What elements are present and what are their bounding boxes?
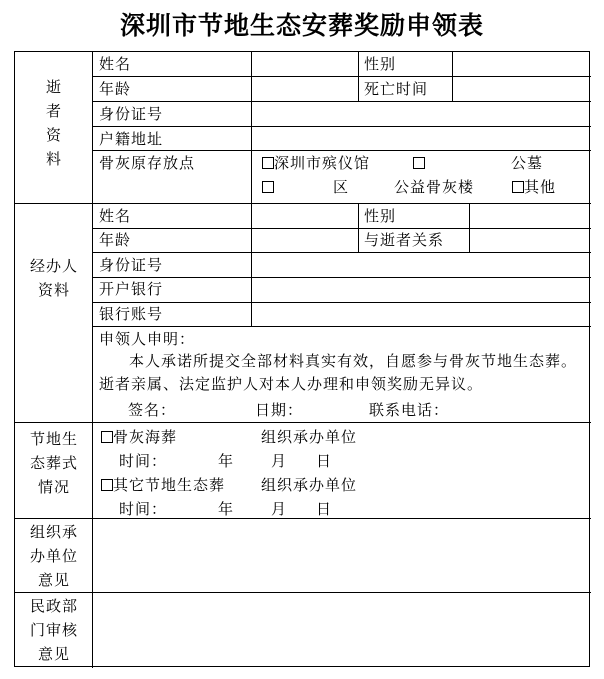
option-funeral-home[interactable]: 深圳市殡仪馆 <box>262 154 370 172</box>
declaration-heading: 申领人申明： <box>99 330 196 348</box>
checkbox-icon <box>413 157 425 169</box>
option-district-label: 区 <box>333 178 350 196</box>
applicant-section-label: 经办人资料 <box>29 257 78 299</box>
sea-month-label: 月 <box>271 452 288 470</box>
option-columbarium-label: 公益骨灰楼 <box>394 178 475 196</box>
deceased-id-label: 身份证号 <box>99 105 164 123</box>
bank-label: 开户银行 <box>99 280 164 298</box>
declaration-body: 本人承诺所提交全部材料真实有效，自愿参与骨灰节地生态葬。逝者亲属、法定监护人对本人办理和申领奖励无异议。 <box>99 352 578 393</box>
deceased-section-label: 逝者资料 <box>45 78 62 168</box>
burial-section-label: 节地生态葬式情况 <box>29 430 78 496</box>
relation-label: 与逝者关系 <box>364 231 445 249</box>
applicant-id-label: 身份证号 <box>99 256 164 274</box>
ash-storage-label: 骨灰原存放点 <box>99 154 196 172</box>
other-day-label: 日 <box>316 500 333 518</box>
other-time-label: 时间： <box>119 500 168 518</box>
application-form <box>14 51 590 667</box>
applicant-age-label: 年龄 <box>99 231 132 249</box>
checkbox-icon <box>262 157 274 169</box>
sea-org-unit-label: 组织承办单位 <box>261 428 358 446</box>
sea-time-label: 时间： <box>119 452 168 470</box>
sea-day-label: 日 <box>316 452 333 470</box>
applicant-name-label: 姓名 <box>99 207 132 225</box>
sea-year-label: 年 <box>218 452 235 470</box>
option-other[interactable]: 其他 <box>512 178 556 196</box>
checkbox-icon <box>262 181 274 193</box>
applicant-gender-label: 性别 <box>364 207 397 225</box>
account-label: 银行账号 <box>99 305 164 323</box>
date-label: 日期： <box>255 401 304 419</box>
sign-label: 签名： <box>128 401 177 419</box>
option-district-checkbox[interactable] <box>262 178 274 196</box>
option-cemetery-label: 公墓 <box>511 154 544 172</box>
civil-review-label: 民政部门审核意见 <box>29 597 78 663</box>
checkbox-icon <box>101 479 113 491</box>
phone-label: 联系电话： <box>369 401 450 419</box>
sea-burial-option[interactable]: 骨灰海葬 <box>101 428 177 446</box>
other-month-label: 月 <box>271 500 288 518</box>
org-opinion-label: 组织承办单位意见 <box>29 523 78 589</box>
deceased-gender-label: 性别 <box>364 55 397 73</box>
deceased-age-label: 年龄 <box>99 80 132 98</box>
household-label: 户籍地址 <box>99 130 164 148</box>
other-burial-option[interactable]: 其它节地生态葬 <box>101 476 225 494</box>
death-time-label: 死亡时间 <box>364 80 429 98</box>
other-org-unit-label: 组织承办单位 <box>261 476 358 494</box>
form-title: 深圳市节地生态安葬奖励申领表 <box>119 11 484 40</box>
checkbox-icon <box>512 181 524 193</box>
other-year-label: 年 <box>218 500 235 518</box>
checkbox-icon <box>101 431 113 443</box>
option-cemetery-checkbox[interactable] <box>413 154 425 172</box>
deceased-name-label: 姓名 <box>99 55 132 73</box>
